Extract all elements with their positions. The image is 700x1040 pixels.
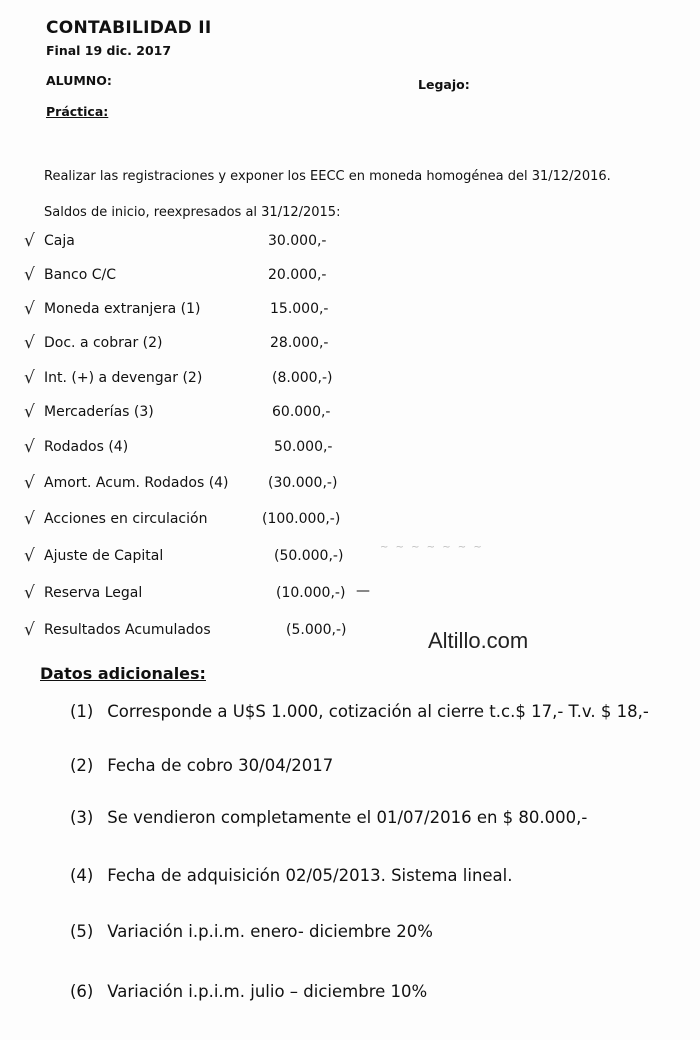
check-mark-icon: √ (24, 437, 35, 457)
account-value: (10.000,-) (276, 585, 346, 601)
note-item (70, 702, 649, 721)
account-name: Moneda extranjera (1) (44, 301, 201, 317)
check-mark-icon: √ (24, 368, 35, 388)
note-number: (4) (70, 866, 94, 885)
check-mark-icon: √ (24, 473, 35, 493)
note-number: (1) (70, 702, 94, 721)
account-name: Caja (44, 233, 75, 249)
page-title: CONTABILIDAD II (46, 18, 212, 38)
note-text: Fecha de adquisición 02/05/2013. Sistema lineal. (107, 866, 513, 885)
check-mark-icon: √ (24, 333, 35, 353)
note-number: (5) (70, 922, 94, 941)
note-item (70, 808, 587, 827)
account-value: 50.000,- (274, 439, 333, 455)
account-name: Resultados Acumulados (44, 622, 211, 638)
balance-row (0, 585, 700, 609)
balance-row (0, 301, 700, 325)
note-text: Variación i.p.i.m. julio – diciembre 10% (107, 982, 428, 1001)
watermark: Altillo.com (428, 628, 529, 653)
account-name: Banco C/C (44, 267, 117, 283)
balance-row (0, 439, 700, 463)
account-name: Int. (+) a devengar (2) (44, 370, 203, 386)
note-item (70, 922, 433, 941)
alumno-label: ALUMNO: (46, 73, 112, 88)
instruction-line: Realizar las registraciones y exponer los EECC en moneda homogénea del 31/12/2016. (44, 169, 611, 184)
balance-row (0, 370, 700, 394)
account-value: 60.000,- (272, 404, 331, 420)
account-name: Rodados (4) (44, 439, 129, 455)
check-mark-icon: √ (24, 583, 35, 603)
note-number: (2) (70, 756, 94, 775)
account-value: 15.000,- (270, 301, 329, 317)
practica-heading: Práctica: (46, 104, 109, 119)
check-mark-icon: √ (24, 620, 35, 640)
balance-row (0, 475, 700, 499)
check-mark-icon: √ (24, 299, 35, 319)
note-item (70, 982, 427, 1001)
balance-row (0, 267, 700, 291)
balance-row (0, 511, 700, 535)
account-name: Ajuste de Capital (44, 548, 164, 564)
account-value: (100.000,-) (262, 511, 341, 527)
account-value: (5.000,-) (286, 622, 347, 638)
account-value: (8.000,-) (272, 370, 333, 386)
check-mark-icon: √ (24, 509, 35, 529)
account-value: (50.000,-) (274, 548, 344, 564)
faint-handwriting: ~ ~ ~ ~ ~ ~ ~ (380, 542, 484, 553)
note-text: Fecha de cobro 30/04/2017 (107, 756, 334, 775)
note-text: Se vendieron completamente el 01/07/2016 en $ 80.000,- (107, 808, 588, 827)
check-mark-icon: √ (24, 402, 35, 422)
balance-row (0, 548, 700, 572)
account-name: Reserva Legal (44, 585, 143, 601)
pen-dash: — (356, 583, 370, 599)
note-number: (3) (70, 808, 94, 827)
note-text: Corresponde a U$S 1.000, cotización al cierre t.c.$ 17,- T.v. $ 18,- (107, 702, 649, 721)
legajo-label: Legajo: (418, 77, 470, 92)
additional-data-heading: Datos adicionales: (40, 664, 206, 683)
account-value: 30.000,- (268, 233, 327, 249)
note-number: (6) (70, 982, 94, 1001)
balance-row (0, 335, 700, 359)
account-name: Amort. Acum. Rodados (4) (44, 475, 229, 491)
check-mark-icon: √ (24, 546, 35, 566)
balance-row (0, 622, 700, 646)
opening-balances-heading: Saldos de inicio, reexpresados al 31/12/2015: (44, 205, 341, 220)
exam-date: Final 19 dic. 2017 (46, 43, 172, 58)
account-name: Doc. a cobrar (2) (44, 335, 163, 351)
check-mark-icon: √ (24, 231, 35, 251)
account-name: Acciones en circulación (44, 511, 208, 527)
check-mark-icon: √ (24, 265, 35, 285)
note-item (70, 756, 333, 775)
account-value: (30.000,-) (268, 475, 338, 491)
balance-row (0, 233, 700, 257)
account-value: 20.000,- (268, 267, 327, 283)
account-name: Mercaderías (3) (44, 404, 154, 420)
note-text: Variación i.p.i.m. enero- diciembre 20% (107, 922, 433, 941)
account-value: 28.000,- (270, 335, 329, 351)
note-item (70, 866, 513, 885)
balance-row (0, 404, 700, 428)
